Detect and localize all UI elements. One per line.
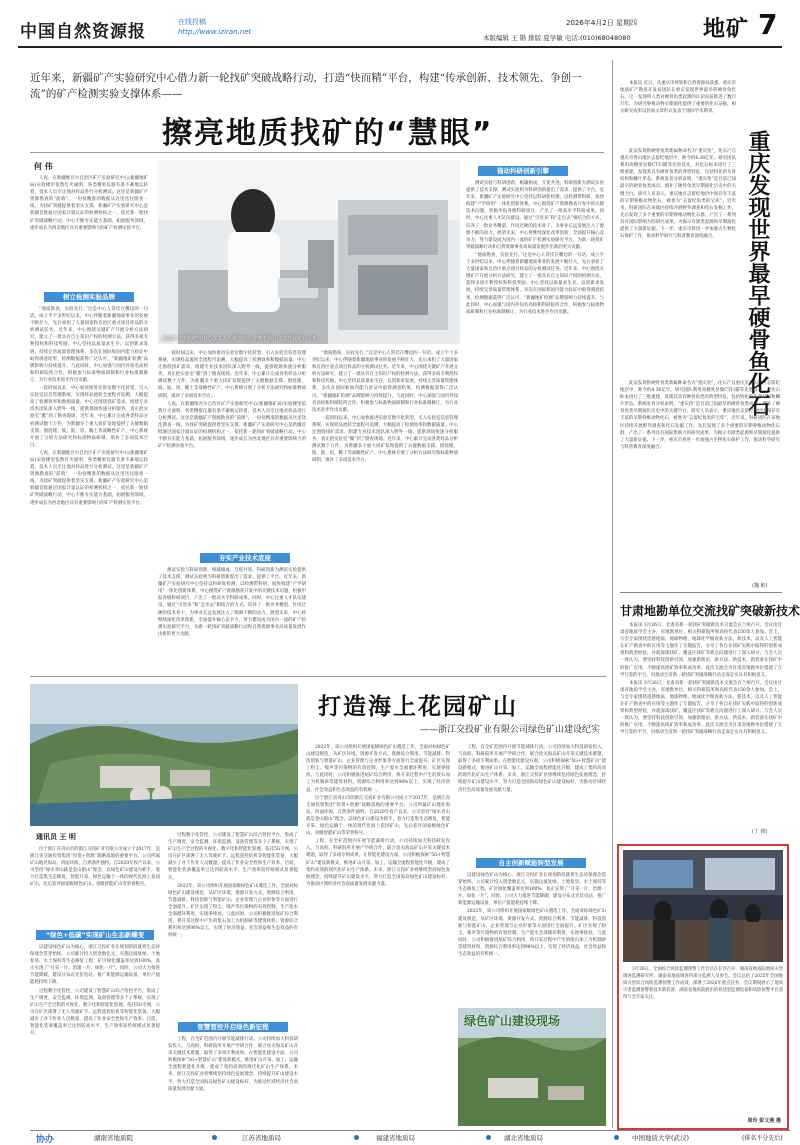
lead-photo [158, 160, 460, 344]
page-number: 7 [758, 8, 778, 41]
ocean-subtitle: ——浙江交投矿业有限公司绿色矿山建设纪实 [420, 725, 601, 735]
footer-dot [486, 1135, 491, 1140]
ocean-paragraph: 过程数字化管控，公司建设了智慧矿山综合管控平台，集成了生产调度、安全监测、环境监测、设备管理等多个子系统，实现了矿山生产全过程的可视化、数字化和智能化管理。依托5G专网，公司在矿区部署了无人驾驶矿卡、远程遥控钻机等智能化装备，大幅减少了井下作业人员数量，提高了作业安全性和生产效率。目前，智能化装备覆盖率已达到较高水平，生产效率较传统模式显著提升。 [168, 833, 298, 881]
footer-unit-1: 湖南省地质院 [94, 1134, 133, 1142]
boxed-caption [623, 966, 783, 1114]
masthead [0, 0, 800, 52]
lead-byline: 何 伟 [34, 162, 53, 171]
ocean-paragraph: 2022年，该公司组织开展国家级绿色矿山遴选工作，全面对标绿色矿山建设规范，从矿区环境、资源开发方式、资源综合利用、节能减排、科技创新与智能矿山、企业管理与企业形象等方面进行全面提升。矿区实现了粉尘、噪声等污染物的有效控制，生产废水全部循环利用，实现零排放。与此同时，公司积极推进尾矿综合利用，将开采过程中产生的废石加工为机制砂等建筑材料，资源综合利用率达到98%以上，实现了经济效益、社会效益和生态效益的有机统一。 [168, 883, 298, 939]
lead-paragraph: 人夜，在新疆维吾尔自治区矿产实验研究中心(新疆地矿局)实验楼里依然灯火通明，各类精密仪器有条不紊地运转着，技术人员专注地对样品进行分析测试。这里是新疆矿产资源勘查的“前哨”，一份份精准的数据从这里送往勘查一线，为找矿突破提供着坚实支撑。新疆矿产实验研究中心是新疆首批通过国家计量认证的检测机构之一，依托新一轮找矿突破战略行动，中心不断夯实能力基础，拓展服务领域，逐步成长为西北地区具有重要影响力的矿产检测实验平台。 [30, 450, 148, 506]
lead-headline: 擦亮地质找矿的“慧眼” [162, 116, 494, 151]
lead-paragraph: 一段时间以来，中心加快推进实验室数字化转型，引入实验室信息管理系统，实现样品流转全流程可追溯，大幅提高了检测效率和数据质量。中心还围绕找矿需求，组建专业技术团队深入野外一线，提供现场快速分析服务，真正把实验室“搬”到了勘查现场。近年来，中心累计完成各类样品分析测试数十万件，为新疆多个重大找矿发现提供了关键数据支撑。围绕锂、铍、铌、钽、稀土等战略性矿产，中心系统开展了分析方法研究和标准物质研制，填补了多项技术空白。 [312, 415, 458, 464]
chongqing-headline: 重庆发现世界最早硬骨鱼化石 [745, 130, 770, 416]
ocean-paragraph: 位于浙江省舟山市的浙江交投矿业有限公司成立于2017年，是浙江省交通投资集团“投资+资源”战略落地的重要平台。公司所属矿山地处海岛，四面环海，自然条件独特。自2020年投产以来，公司坚持“绿水青山就是金山银山”理念，以绿色矿山建设为抓手，着力打造集生态修复、智能开采、绿色运输于一体的现代化海上花园矿山，先后获评国家级绿色矿山、省级智能矿山等荣誉称号。 [306, 795, 450, 837]
boxed-caption-text: 3月26日，全国综合风险监测预警工作会议在长沙召开，湖南省地质院地质灾害调查监测研究所、湖南省地质调查所部分监测人员参会。会议总结了2025年全国地质灾害综合风险监测预警工作成效，部署了2026年重点任务，会议期间展示了地质灾害监测预警新技术新装备，湖南省地质院展出的普适型监测设备和风险预警平台获得与会专家关注。 [623, 967, 783, 1000]
lead-paragraph: 一段时间以来，中心加快推进实验室数字化转型，引入实验室信息管理系统，实现样品流转全流程可追溯，大幅提高了检测效率和数据质量。中心还围绕找矿需求，组建专业技术团队深入野外一线，提供现场快速分析服务，真正把实验室“搬”到了勘查现场。近年来，中心累计完成各类样品分析测试数十万件，为新疆多个重大找矿发现提供了关键数据支撑。围绕锂、铍、铌、钽、稀土等战略性矿产，中心系统开展了分析方法研究和标准物质研制，填补了多项技术空白。 [158, 351, 306, 399]
lead-photo-caption: 新疆矿产实验研究中心技术人员操作高分辨离子探针仪器开展实验分析。 [162, 336, 323, 342]
paper-name: 中国自然资源报 [20, 22, 146, 42]
gansu-headline: 甘肃地勘单位交流找矿突破新技术 [620, 604, 800, 618]
section-name: 地矿 [703, 17, 750, 42]
ocean-column-3 [306, 744, 450, 1126]
lead-paragraph: 测试实验与科研创新，相辅相成，互促共进。科研创新为测试实验提供了技术支撑，测试实验则为科研创新提出了需求、提供了平台。近年来，新疆矿产实验研究中心坚持以科研促检测，以检测带科研，加快构建“产学研用”一体化创新体系。中心围绕矿产资源勘查开发中的关键技术问题，积极申报各级科研项目，产出了一批高水平科研成果。同时，中心注重人才队伍建设，通过“引进来”和“走出去”相结合的方式，培养了一批业务精湛、作风过硬的技术骨干，为事业长远发展注入了源源不断的动力。展望未来，中心将继续深化改革创新，全面提升核心竞争力，努力建设成为国内一流的矿产检测实验研究平台，为新一轮找矿突破战略行动和自然资源事业高质量发展作出新的更大贡献。 [466, 181, 604, 250]
footer-dot [212, 1135, 217, 1140]
lead-paragraph: 人夜，在新疆维吾尔自治区矿产实验研究中心(新疆地矿局)实验楼里依然灯火通明，各类精密仪器有条不紊地运转着，技术人员专注地对样品进行分析测试。这里是新疆矿产资源勘查的“前哨”，一份份精准的数据从这里送往勘查一线，为找矿突破提供着坚实支撑。新疆矿产实验研究中心是新疆首批通过国家计量认证的检测机构之一，依托新一轮找矿突破战略行动，中心不断夯实能力基础，拓展服务领域，逐步成长为西北地区具有重要影响力的矿产检测实验平台。 [158, 401, 306, 450]
lead-column-2 [158, 350, 306, 550]
ocean-subhead-3: 自主创新赋能转型发展 [476, 858, 586, 868]
ocean-column-1b [30, 944, 160, 1126]
ocean-paragraph: 位于浙江省舟山市的浙江交投矿业有限公司成立于2017年，是浙江省交通投资集团“投资+资源”战略落地的重要平台。公司所属矿山地处海岛，四面环海，自然条件独特。自2020年投产以来，公司坚持“绿水青山就是金山银山”理念，以绿色矿山建设为抓手，着力打造集生态修复、智能开采、绿色运输于一体的现代化海上花园矿山，先后获评国家级绿色矿山、省级智能矿山等荣誉称号。 [30, 847, 160, 888]
lead-column-4 [466, 180, 604, 670]
chongqing-paragraph: 本报讯 近日，从重庆市规划和自然资源局获悉，重庆市地质矿产勘查开发局团队在重庆发现世界最早的硬骨鱼化石。这一发现将人类对硬骨鱼类起源的认识向前推进了数百万年，为研究脊椎动物早期演化提供了重要的化石证据，相关研究成果以封面文章形式发表于国际学术期刊。 [620, 81, 736, 115]
ocean-paragraph: 2022年，该公司组织开展国家级绿色矿山遴选工作，全面对标绿色矿山建设规范，从矿区环境、资源开发方式、资源综合利用、节能减排、科技创新与智能矿山、企业管理与企业形象等方面进行全面提升。矿区实现了粉尘、噪声等污染物的有效控制，生产废水全部循环利用，实现零排放。与此同时，公司积极推进尾矿综合利用，将开采过程中产生的废石加工为机制砂等建筑材料，资源综合利用率达到98%以上，实现了经济效益、社会效益和生态效益的有机统一。 [458, 909, 606, 958]
ocean-column-4 [458, 744, 606, 852]
ocean-paragraph: 2022年，该公司组织开展国家级绿色矿山遴选工作，全面对标绿色矿山建设规范，从矿区环境、资源开发方式、资源综合利用、节能减排、科技创新与智能矿山、企业管理与企业形象等方面进行全面提升。矿区实现了粉尘、噪声等污染物的有效控制，生产废水全部循环利用，实现零排放。与此同时，公司积极推进尾矿综合利用，将开采过程中产生的废石加工为机制砂等建筑材料，资源综合利用率达到98%以上，实现了经济效益、社会效益和生态效益的有机统一。 [306, 745, 450, 793]
ocean-paragraph: 工程，在全矿范围内开展节能减排行动。公司持续加大科技研发投入，与高校、科研院所开展产学研合作，联合攻关海岛矿山开采关键技术难题，取得了多项专利成果。在智能化建设方面，公司积极探索“5G+智慧矿山”建设新模式，推进矿山开采、加工、运输全流程智能化升级，建成了集约高效的现代化矿山生产体系。未来，浙江交投矿业将继续坚持绿色发展理念，持续提升矿山建设水平，努力打造全国海岛绿色矿山建设标杆，为推动区域经济社会高质量发展贡献力量。 [168, 1037, 298, 1092]
boxed-photo [623, 850, 783, 962]
lead-paragraph: 人夜，在新疆维吾尔自治区矿产实验研究中心(新疆地矿局)实验楼里依然灯火通明，各类精密仪器有条不紊地运转着，技术人员专注地对样品进行分析测试。这里是新疆矿产资源勘查的“前哨”，一份份精准的数据从这里送往勘查一线，为找矿突破提供着坚实支撑。新疆矿产实验研究中心是新疆首批通过国家计量认证的检测机构之一，依托新一轮找矿突破战略行动，中心不断夯实能力基础，拓展服务领域，逐步成长为西北地区具有重要影响力的矿产检测实验平台。 [30, 176, 148, 231]
chongqing-body [620, 148, 736, 376]
chongqing-paragraph: 此次发现的硬骨鱼类新属种命名为“重庆鱼”，化石产自重庆市秀山地区志留纪地层中，距今约4.36亿年。研究团队利用高精度显微CT扫描等先进技术，对化石标本进行了三维重建，发现其具有硬骨鱼类的典型特征，包括特化的头骨结构和鳞片形态。系统发育分析表明，“重庆鱼”是目前已知最早的硬骨鱼类成员，填补了硬骨鱼类早期演化历史中的关键空白。研究人员表示，重庆地区志留纪地层中保存有丰富的早期脊椎动物化石，被誉为“志留纪鱼类的宝库”。近年来，科研团队在该地区持续开展野外调查和化石发掘工作，先后发现了多个重要的早期脊椎动物化石群，产出了一系列具有国际影响力的研究成果，为揭示有颌类起源和早期演化提供了大量新证据。下一步，重庆市将进一步加强古生物化石保护工作，推动科学研究与科普教育深度融合。 [620, 149, 736, 240]
ocean-byline: 通讯员 王 明 [36, 833, 76, 841]
lead-paragraph: 一段时间以来，中心加快推进实验室数字化转型，引入实验室信息管理系统，实现样品流转全流程可追溯，大幅提高了检测效率和数据质量。中心还围绕找矿需求，组建专业技术团队深入野外一线，提供现场快速分析服务，真正把实验室“搬”到了勘查现场。近年来，中心累计完成各类样品分析测试数十万件，为新疆多个重大找矿发现提供了关键数据支撑。围绕锂、铍、铌、钽、稀土等战略性矿产，中心系统开展了分析方法研究和标准物质研制，填补了多项技术空白。 [30, 386, 148, 448]
lead-kicker: 近年来，新疆矿产实验研究中心借力新一轮找矿突破战略行动，打造“快而精”平台，构建“传承创新、技术领先、争创一流”的矿产检测实验支撑体系—— [30, 72, 582, 100]
lead-column-1 [30, 175, 148, 290]
masthead-rule [18, 46, 782, 48]
footer-unit-5: 中国地质大学(武汉) [632, 1134, 690, 1142]
online-url[interactable]: http://www.iziran.net [178, 28, 252, 36]
gansu-paragraph: 本报讯 3月26日，甘肃省新一轮找矿突破新技术交流会在兰州召开。会议由甘肃省地质学会主办，省地勘单位、相关科研院所和高校代表150余人参加。会上，与会专家围绕遥感地质、地球物理、地球化学勘查新方法、新技术，以及人工智能在矿产勘查中的应用等主题作了专题报告，分享了各自在找矿实践中取得的创新成果和典型经验，并就深部找矿、覆盖区找矿等难点问题进行了深入研讨。与会人员一致认为，要坚持科技创新引领，加强新理论、新方法、新技术、新装备在找矿中的推广应用，不断提高找矿效率和成功率。此次交流会为甘肃省地勘单位搭建了互学互鉴的平台，对推动全省新一轮找矿突破战略行动走深走实具有积极意义。 [620, 680, 782, 736]
boxed-photo-frame [617, 844, 789, 1130]
ocean-paragraph: 过程数字化管控，公司建设了智慧矿山综合管控平台，集成了生产调度、安全监测、环境监测、设备管理等多个子系统，实现了矿山生产全过程的可视化、数字化和智能化管理。依托5G专网，公司在矿区部署了无人驾驶矿卡、远程遥控钻机等智能化装备，大幅减少了井下作业人员数量，提高了作业安全性和生产效率。目前，智能化装备覆盖率已达到较高水平，生产效率较传统模式显著提升。 [30, 988, 160, 1037]
ocean-paragraph: 工程，在全矿范围内开展节能减排行动。公司持续加大科技研发投入，与高校、科研院所开展产学研合作，联合攻关海岛矿山开采关键技术难题，取得了多项专利成果。在智能化建设方面，公司积极探索“5G+智慧矿山”建设新模式，推进矿山开采、加工、运输全流程智能化升级，建成了集约高效的现代化矿山生产体系。未来，浙江交投矿业将继续坚持绿色发展理念，持续提升矿山建设水平，努力打造全国海岛绿色矿山建设标杆，为推动区域经济社会高质量发展贡献力量。 [306, 839, 450, 887]
ocean-headline: 打造海上花园矿山 [318, 694, 518, 720]
chongqing-credit: (魏 彬) [752, 583, 768, 589]
ocean-paragraph: 工程，在全矿范围内开展节能减排行动。公司持续加大科技研发投入，与高校、科研院所开展产学研合作，联合攻关海岛矿山开采关键技术难题，取得了多项专利成果。在智能化建设方面，公司积极探索“5G+智慧矿山”建设新模式，推进矿山开采、加工、运输全流程智能化升级，建成了集约高效的现代化矿山生产体系。未来，浙江交投矿业将继续坚持绿色发展理念，持续提升矿山建设水平，努力打造全国海岛绿色矿山建设标杆，为推动区域经济社会高质量发展贡献力量。 [458, 745, 606, 793]
footer-unit-2: 江苏省地质局 [242, 1134, 281, 1142]
exhibition-illustration [623, 850, 783, 962]
lead-subhead-1: 树立检测实验品牌 [44, 292, 134, 302]
gansu-paragraph: 本报讯 3月26日，甘肃省新一轮找矿突破新技术交流会在兰州召开。会议由甘肃省地质学会主办，省地勘单位、相关科研院所和高校代表150余人参加。会上，与会专家围绕遥感地质、地球物理、地球化学勘查新方法、新技术，以及人工智能在矿产勘查中的应用等主题作了专题报告，分享了各自在找矿实践中取得的创新成果和典型经验，并就深部找矿、覆盖区找矿等难点问题进行了深入研讨。与会人员一致认为，要坚持科技创新引领，加强新理论、新方法、新技术、新装备在找矿中的推广应用，不断提高找矿效率和成功率。此次交流会为甘肃省地勘单位搭建了互学互鉴的平台，对推动全省新一轮找矿突破战略行动走深走实具有积极意义。 [620, 623, 782, 678]
lead-subhead-3: 锚动科研创新引擎 [478, 166, 568, 176]
lead-subhead-2: 夯实产业技术底座 [200, 553, 290, 563]
ocean-column-4b [458, 872, 606, 1004]
lower-rule [30, 676, 606, 677]
lead-rule [30, 152, 604, 153]
lead-paragraph: 测试实验与科研创新，相辅相成，互促共进。科研创新为测试实验提供了技术支撑，测试实验则为科研创新提出了需求、提供了平台。近年来，新疆矿产实验研究中心坚持以科研促检测，以检测带科研，加快构建“产学研用”一体化创新体系。中心围绕矿产资源勘查开发中的关键技术问题，积极申报各级科研项目，产出了一批高水平科研成果。同时，中心注重人才队伍建设，通过“引进来”和“走出去”相结合的方式，培养了一批业务精湛、作风过硬的技术骨干，为事业长远发展注入了源源不断的动力。展望未来，中心将继续深化改革创新，全面提升核心竞争力，努力建设成为国内一流的矿产检测实验研究平台，为新一轮找矿突破战略行动和自然资源事业高质量发展作出新的更大贡献。 [158, 568, 306, 637]
editor-line: 本版编辑 王 锴 排版 夏学敏 电话:(010)68048080 [483, 34, 631, 42]
gansu-credit: (丁 媛) [752, 829, 768, 835]
coastal-mine-illustration [30, 684, 298, 826]
ocean-column-2b [168, 1036, 298, 1126]
ocean-subhead-1: “绿色+低碳”实现矿山生态新蝶变 [36, 930, 154, 940]
boxed-credits: 周玲 彭文燕 摄 [747, 1118, 781, 1124]
footer-note: (排名不分先后) [742, 1135, 783, 1142]
section-rule [620, 592, 782, 593]
lead-paragraph: “地质勘查，实验先行。”这是中心人常挂在嘴边的一句话。成立半个多世纪以来，中心伴随着新疆地质事业的发展不断壮大，先后承担了大量国家和自治区重点项目样品的分析测试任务。近年来，中心围绕关键矿产开展分析方法研究，建立了一批具有自主知识产权的检测方法，获得多项专利授权和科技奖励。中心坚持以质量求生存、以创新求发展，持续完善质量管理体系，多次在国际和国内能力验证中取得满意结果，检测数据获得广泛认可，“新疆地矿检测”品牌影响力持续提升。与此同时，中心加强与国内外知名高校和科研院所合作，积极参与标准物质研制和行业标准制修订，为行业技术进步作出贡献。 [312, 351, 458, 413]
lead-column-3 [312, 350, 458, 670]
ocean-column-1 [30, 846, 160, 926]
lead-column-1b [30, 306, 148, 670]
column-divider [612, 60, 613, 1128]
lead-column-2b [158, 567, 306, 670]
issue-date: 2026年4月2日 星期四 [566, 19, 637, 27]
footer-brand: 协办 [36, 1135, 55, 1145]
ocean-paragraph: 以建设绿色矿山为核心，浙江交投矿业在规划阶段就将生态环保理念贯穿始终。公司累计投入资金数亿元，实施边坡复绿、土地复垦、水土保持等生态修复工程，矿区绿化覆盖率达到100%，真正实现了“开采一片、治理一片、绿化一片”。同时，公司大力推进节能降碳，建设分布式光伏电站，推广新能源运输设备，单位产值能耗持续下降。 [458, 873, 606, 907]
lead-paragraph: “地质勘查，实验先行。”这是中心人常挂在嘴边的一句话。成立半个多世纪以来，中心伴随着新疆地质事业的发展不断壮大，先后承担了大量国家和自治区重点项目样品的分析测试任务。近年来，中心围绕关键矿产开展分析方法研究，建立了一批具有自主知识产权的检测方法，获得多项专利授权和科技奖励。中心坚持以质量求生存、以创新求发展，持续完善质量管理体系，多次在国际和国内能力验证中取得满意结果，检测数据获得广泛认可，“新疆地矿检测”品牌影响力持续提升。与此同时，中心加强与国内外知名高校和科研院所合作，积极参与标准物质研制和行业标准制修订，为行业技术进步作出贡献。 [466, 252, 604, 315]
footer-bar [30, 1130, 790, 1144]
lab-scene-illustration [158, 160, 460, 344]
online-label: 在线投稿 [178, 18, 206, 26]
footer-unit-4: 湖北省地质局 [504, 1134, 543, 1142]
gansu-body [620, 622, 782, 834]
ocean-subhead-2: 智慧管控开启绿色新征程 [178, 1022, 288, 1032]
lead-paragraph: “地质勘查，实验先行。”这是中心人常挂在嘴边的一句话。成立半个多世纪以来，中心伴随着新疆地质事业的发展不断壮大，先后承担了大量国家和自治区重点项目样品的分析测试任务。近年来，中心围绕关键矿产开展分析方法研究，建立了一批具有自主知识产权的检测方法，获得多项专利授权和科技奖励。中心坚持以质量求生存、以创新求发展，持续完善质量管理体系，多次在国际和国内能力验证中取得满意结果，检测数据获得广泛认可，“新疆地矿检测”品牌影响力持续提升。与此同时，中心加强与国内外知名高校和科研院所合作，积极参与标准物质研制和行业标准制修订，为行业技术进步作出贡献。 [30, 307, 148, 383]
chongqing-paragraph: 此次发现的硬骨鱼类新属种命名为“重庆鱼”，化石产自重庆市秀山地区志留纪地层中，距今约4.36亿年。研究团队利用高精度显微CT扫描等先进技术，对化石标本进行了三维重建，发现其具有硬骨鱼类的典型特征，包括特化的头骨结构和鳞片形态。系统发育分析表明，“重庆鱼”是目前已知最早的硬骨鱼类成员，填补了硬骨鱼类早期演化历史中的关键空白。研究人员表示，重庆地区志留纪地层中保存有丰富的早期脊椎动物化石，被誉为“志留纪鱼类的宝库”。近年来，科研团队在该地区持续开展野外调查和化石发掘工作，先后发现了多个重要的早期脊椎动物化石群，产出了一系列具有国际影响力的研究成果，为揭示有颌类起源和早期演化提供了大量新证据。下一步，重庆市将进一步加强古生物化石保护工作，推动科学研究与科普教育深度融合。 [620, 381, 780, 450]
ocean-photo-2-label: 绿色矿山建设现场 [464, 1014, 561, 1028]
footer-dot [614, 1135, 619, 1140]
ocean-column-2 [168, 832, 298, 1018]
chongqing-intro [620, 80, 736, 140]
footer-dot [354, 1135, 359, 1140]
ocean-paragraph: 以建设绿色矿山为核心，浙江交投矿业在规划阶段就将生态环保理念贯穿始终。公司累计投入资金数亿元，实施边坡复绿、土地复垦、水土保持等生态修复工程，矿区绿化覆盖率达到100%，真正实现了“开采一片、治理一片、绿化一片”。同时，公司大力推进节能降碳，建设分布式光伏电站，推广新能源运输设备，单位产值能耗持续下降。 [30, 945, 160, 986]
chongqing-body-2 [620, 380, 780, 580]
footer-unit-3: 福建省地质局 [376, 1134, 415, 1142]
ocean-photo [30, 684, 298, 826]
ocean-photo-2 [458, 1008, 606, 1126]
